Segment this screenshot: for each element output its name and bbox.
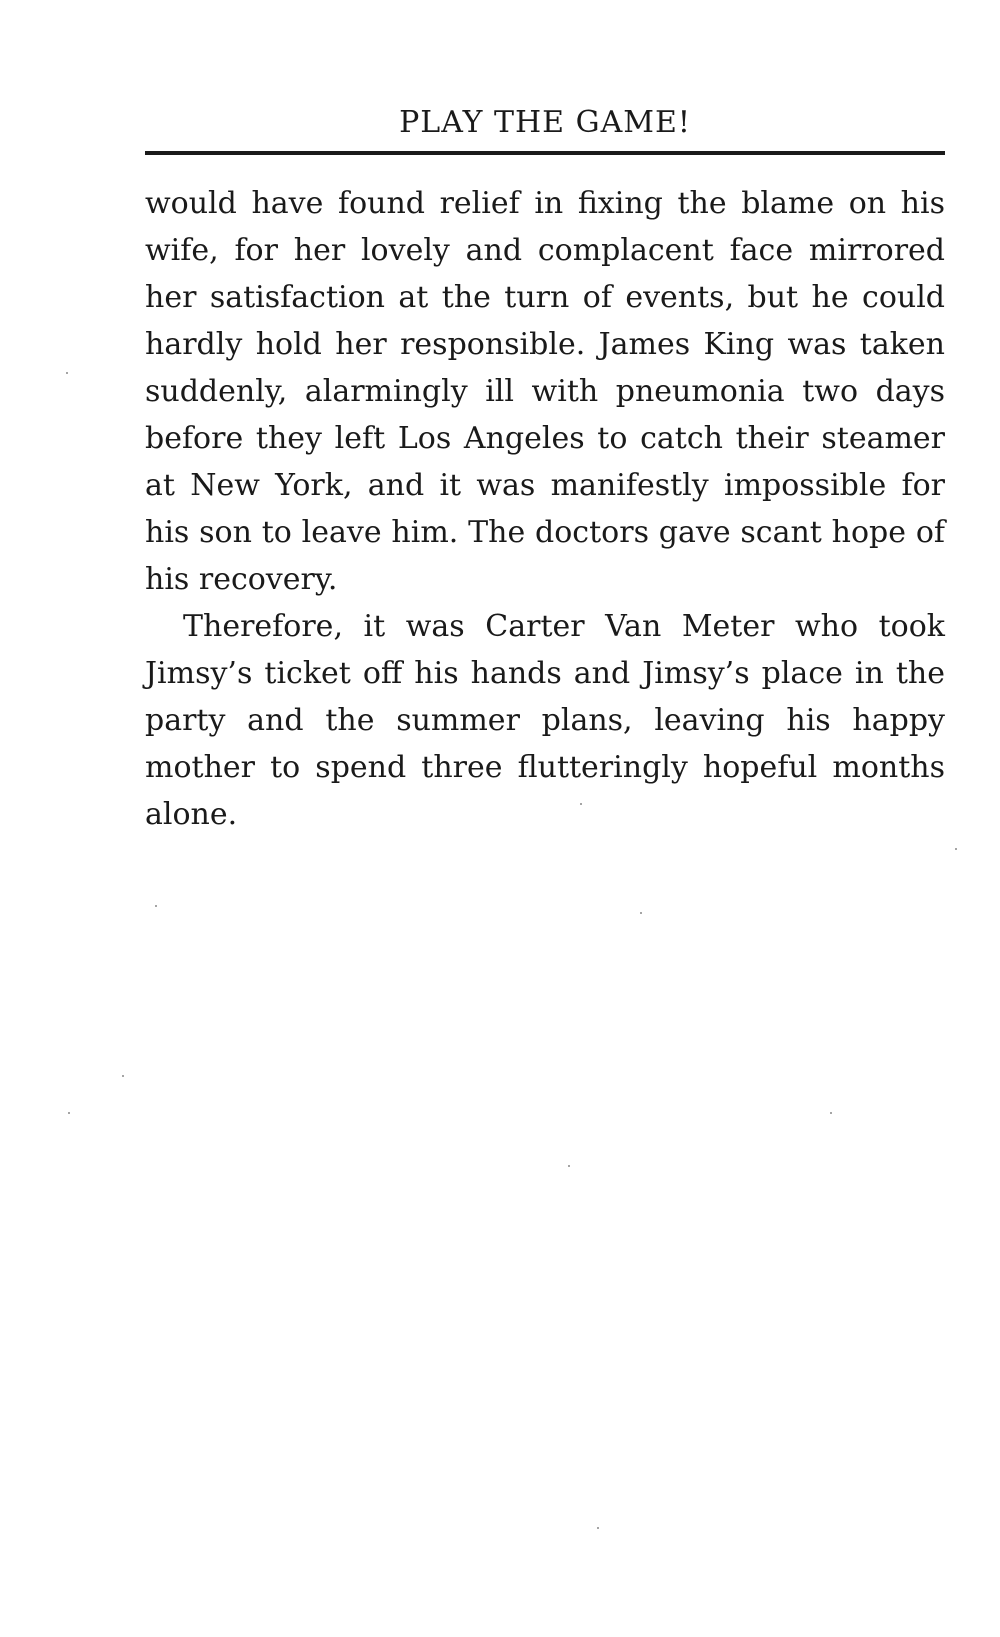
- scan-speck: [955, 848, 957, 850]
- scan-speck: [68, 1112, 70, 1114]
- scan-speck: [640, 912, 642, 914]
- scan-speck: [568, 1165, 570, 1167]
- scan-speck: [830, 1112, 832, 1114]
- scan-speck: [122, 1075, 124, 1077]
- paragraph: Therefore, it was Carter Van Meter who took Jimsy’s ticket off his hands and Jimsy’s place in the party and the summer plans, leaving his happy mother to spend three flutteringly hopeful months alone.: [145, 609, 945, 832]
- header-rule: [145, 151, 945, 155]
- scan-speck: [597, 1527, 599, 1529]
- scan-speck: [155, 905, 157, 907]
- scan-speck: [66, 372, 68, 374]
- scan-speck: [580, 803, 582, 805]
- paragraph-continuation: would have found relief in fixing the blame on his wife, for her lovely and complacent face mirrored her satisfaction at the turn of events, but he could hardly hold her responsible. James King was taken suddenly, alarmingly ill with pneumonia two days before they left Los Angeles to catch their steamer at New York, and it was manifestly impossible for his son to leave him. The doctors gave scant hope of his recovery.: [145, 186, 945, 597]
- body-text: [145, 180, 945, 838]
- running-head-title: PLAY THE GAME!: [399, 105, 691, 140]
